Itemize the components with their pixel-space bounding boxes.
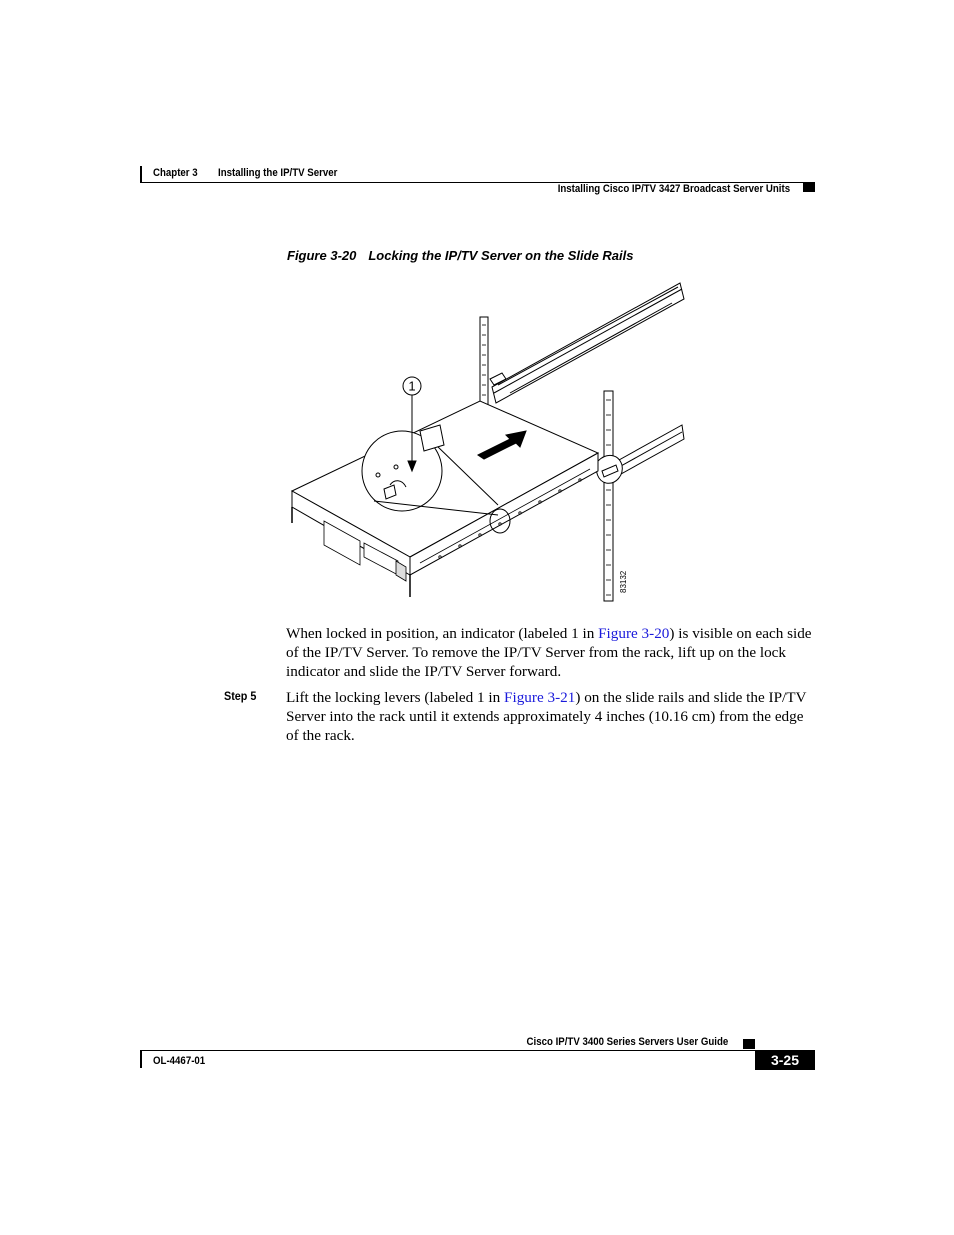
figure-3-20-link[interactable]: Figure 3-20 <box>598 625 670 642</box>
figure-art-id: 83132 <box>619 570 628 593</box>
header-left-bar <box>140 166 142 183</box>
step-5-text-2: ) on the slide rails and slide the IP/TV Server into the rack until it extends approximately 4 inches (10.16 cm) from the edge of the rack. <box>286 689 807 744</box>
step-5-label: Step 5 <box>224 689 257 703</box>
footer-guide-title: Cisco IP/TV 3400 Series Servers User Guide <box>526 1036 728 1048</box>
footer-left-bar <box>140 1051 142 1068</box>
figure-caption <box>287 248 633 263</box>
figure-title: Locking the IP/TV Server on the Slide Rails <box>368 248 634 263</box>
footer-rule <box>140 1050 815 1051</box>
lower-rack-post <box>596 391 622 601</box>
paragraph-text-1: When locked in position, an indicator (labeled 1 in <box>286 625 599 642</box>
header-chapter-title: Installing the IP/TV Server <box>218 167 338 179</box>
callout-number: 1 <box>408 378 416 394</box>
header-section-title: Installing Cisco IP/TV 3427 Broadcast Server Units <box>557 183 790 195</box>
figure-3-21-link[interactable]: Figure 3-21 <box>504 689 576 706</box>
upper-slide-rail <box>492 283 684 403</box>
step-5-text-1: Lift the locking levers (labeled 1 in <box>286 689 505 706</box>
header-chapter: Chapter 3 <box>153 167 198 179</box>
step-5-text <box>286 688 816 745</box>
footer-doc-number: OL-4467-01 <box>153 1055 206 1067</box>
header-marker <box>803 183 815 192</box>
footer-marker <box>743 1039 755 1049</box>
server-chassis <box>292 401 598 597</box>
page-number: 3-25 <box>755 1050 815 1070</box>
paragraph-text-2: ) is visible on each side of the IP/TV Server. To remove the IP/TV Server from the rack, lift up on the lock indicator and slide the IP/TV Server forward. <box>286 625 812 680</box>
slide-rail-illustration <box>280 275 700 605</box>
locked-indicator-paragraph <box>286 624 816 681</box>
figure-number: Figure 3-20 <box>287 248 357 263</box>
